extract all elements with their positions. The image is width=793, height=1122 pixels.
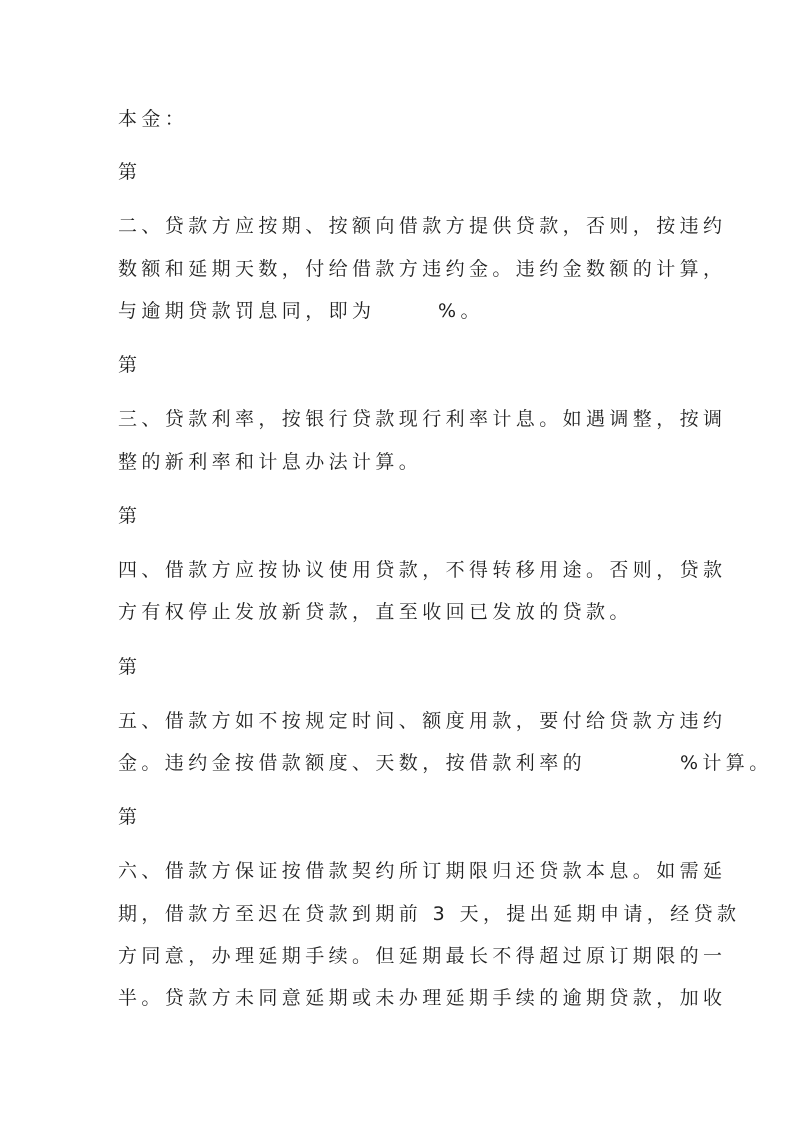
article-marker: 第: [118, 656, 142, 678]
clause-6-line-4: 半。贷款方未同意延期或未办理延期手续的逾期贷款，加收: [118, 987, 727, 1009]
article-marker: 第: [118, 505, 142, 527]
clause-2-line-1: 二、贷款方应按期、按额向借款方提供贷款，否则，按违约: [118, 215, 727, 237]
clause-3-line-2: 整的新利率和计息办法计算。: [118, 451, 423, 473]
clause-2-line-2: 数额和延期天数，付给借款方违约金。违约金数额的计算，: [118, 258, 727, 280]
article-marker: 第: [118, 806, 142, 828]
article-marker: 第: [118, 354, 142, 376]
article-marker: 第: [118, 161, 142, 183]
clause-2-line-3: 与逾期贷款罚息同，即为 %。: [118, 300, 484, 322]
clause-4-line-2: 方有权停止发放新贷款，直至收回已发放的贷款。: [118, 601, 633, 623]
principal-label: 本金：: [118, 108, 189, 130]
clause-6-line-2: 期，借款方至迟在贷款到期前 3 天，提出延期申请，经贷款: [118, 903, 741, 925]
clause-6-line-3: 方同意，办理延期手续。但延期最长不得超过原订期限的一: [118, 945, 727, 967]
clause-4-line-1: 四、借款方应按协议使用贷款，不得转移用途。否则，贷款: [118, 559, 727, 581]
clause-5-line-2: 金。违约金按借款额度、天数，按借款利率的 %计算。: [118, 752, 773, 774]
clause-3-line-1: 三、贷款利率，按银行贷款现行利率计息。如遇调整，按调: [118, 408, 727, 430]
clause-5-line-1: 五、借款方如不按规定时间、额度用款，要付给贷款方违约: [118, 710, 727, 732]
clause-6-line-1: 六、借款方保证按借款契约所订期限归还贷款本息。如需延: [118, 860, 727, 882]
